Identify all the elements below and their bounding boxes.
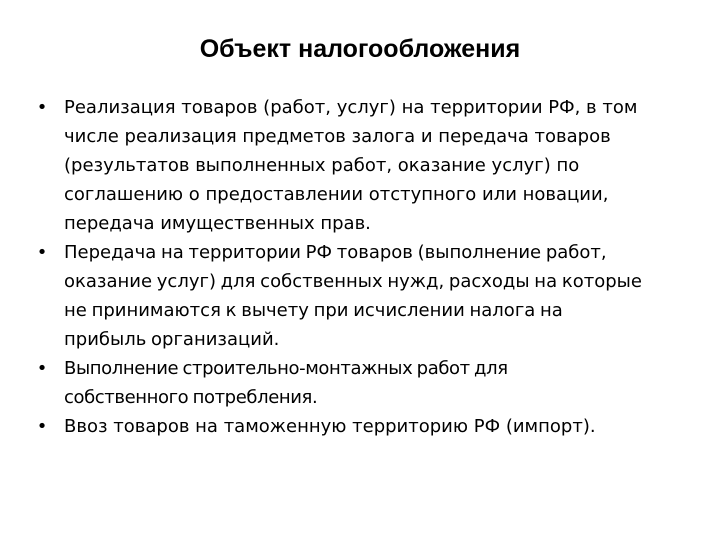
bullet-line: Выполнение строительно-монтажных работ для: [64, 358, 508, 379]
bullet-line: прибыль организаций.: [64, 329, 280, 350]
bullet-dot-icon: •: [36, 416, 48, 437]
bullet-line: передача имущественных прав.: [64, 213, 371, 234]
bullet-dot-icon: •: [36, 358, 48, 379]
bullet-item: [34, 238, 678, 354]
bullet-list: [34, 93, 678, 441]
bullet-item: [34, 93, 678, 238]
bullet-line: числе реализация предметов залога и передача товаров: [64, 126, 611, 147]
bullet-dot-icon: •: [36, 97, 48, 118]
bullet-line: Ввоз товаров на таможенную территорию РФ (импорт).: [64, 416, 596, 437]
bullet-dot-icon: •: [36, 242, 48, 263]
bullet-line: оказание услуг) для собственных нужд, расходы на которые: [64, 271, 642, 292]
bullet-line: Передача на территории РФ товаров (выполнение работ,: [64, 242, 607, 263]
bullet-line: соглашению о предоставлении отступного или новации,: [64, 184, 609, 205]
bullet-line: не принимаются к вычету при исчислении налога на: [64, 300, 563, 321]
bullet-item: [34, 354, 678, 412]
bullet-line: Реализация товаров (работ, услуг) на территории РФ, в том: [64, 97, 638, 118]
slide-title: Объект налогообложения: [199, 35, 521, 63]
bullet-item: [34, 412, 678, 441]
bullet-line: (результатов выполненных работ, оказание услуг) по: [64, 155, 580, 176]
bullet-line: собственного потребления.: [64, 387, 318, 408]
